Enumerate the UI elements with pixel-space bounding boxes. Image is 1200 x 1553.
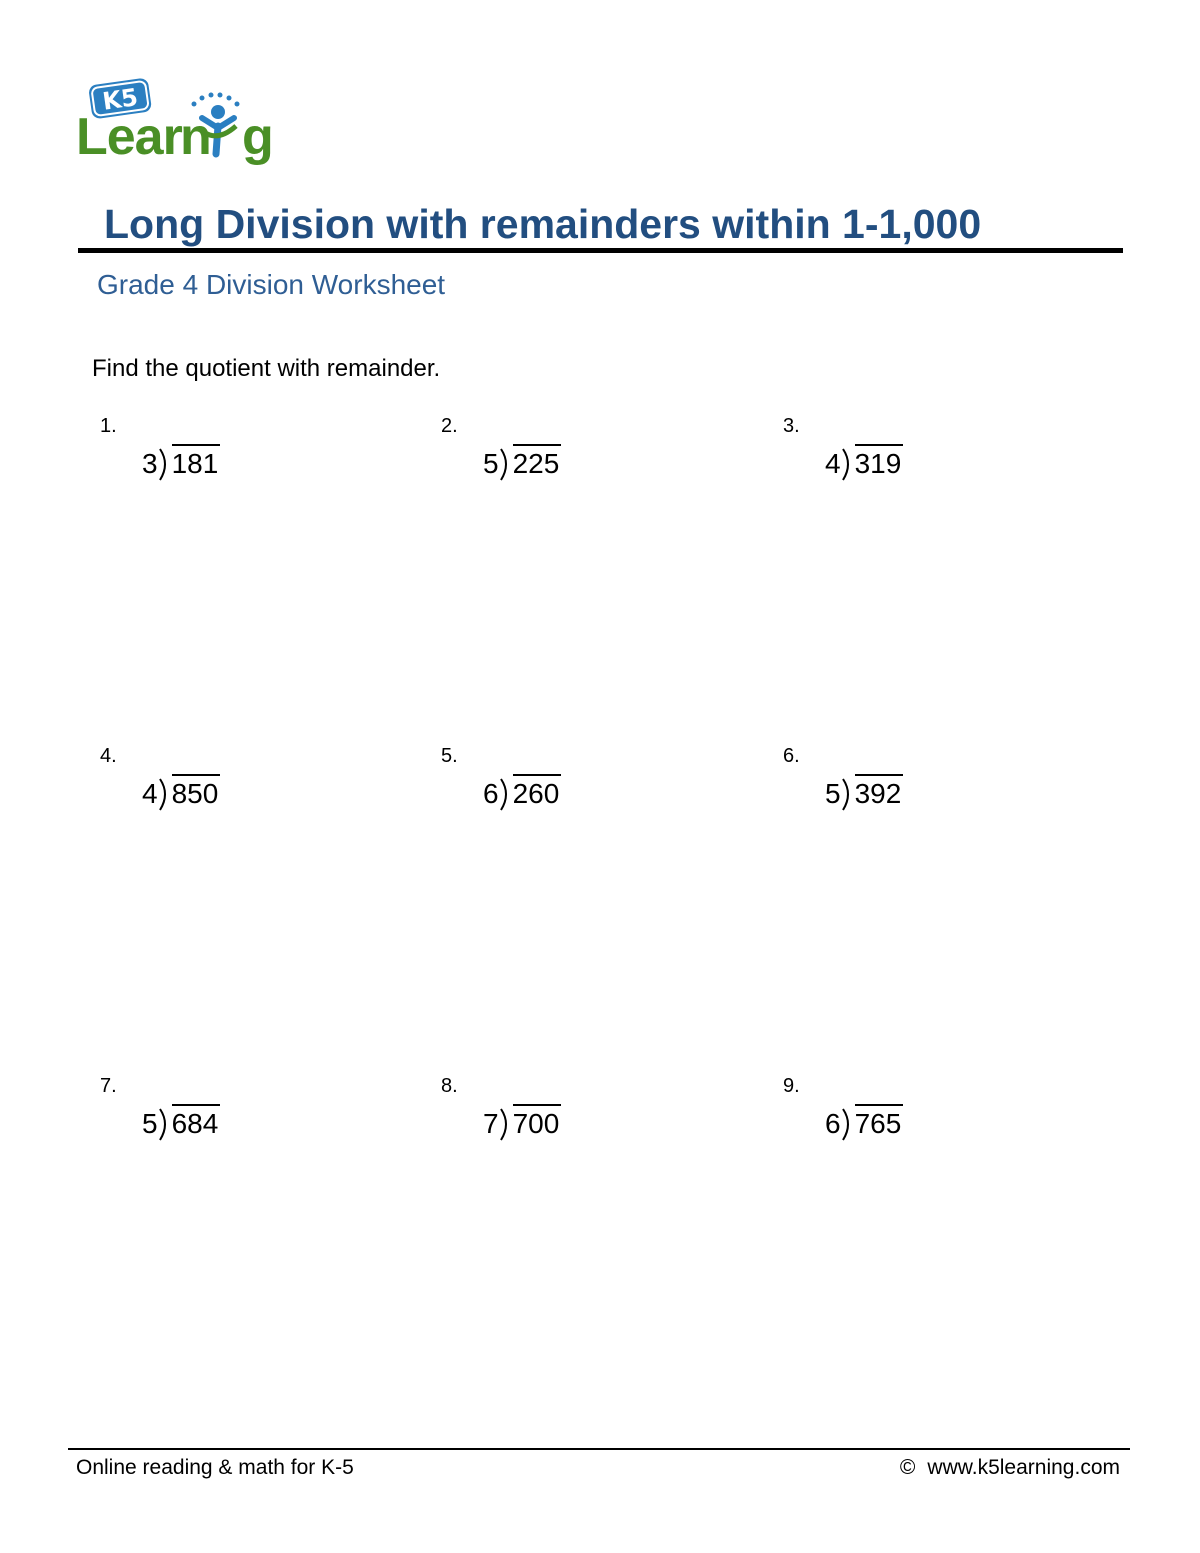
problem-number: 8. xyxy=(441,1075,458,1097)
footer-divider xyxy=(68,1448,1130,1450)
dividend: 765 xyxy=(855,1104,904,1142)
problem-1 xyxy=(100,414,400,514)
divisor: 6 xyxy=(825,1108,841,1139)
problem-4 xyxy=(100,744,400,844)
division-bracket-icon xyxy=(841,774,855,814)
division-bracket-icon xyxy=(158,774,172,814)
long-division xyxy=(483,444,561,484)
svg-text:n: n xyxy=(180,108,211,166)
footer-site xyxy=(900,1455,1120,1481)
k5-learning-logo xyxy=(76,76,292,172)
problem-number: 9. xyxy=(783,1075,800,1097)
dividend: 225 xyxy=(513,444,562,482)
dividend: 684 xyxy=(172,1104,221,1142)
problem-8 xyxy=(441,1074,741,1174)
worksheet-subtitle: Grade 4 Division Worksheet xyxy=(97,269,446,300)
footer-tagline: Online reading & math for K-5 xyxy=(76,1456,354,1479)
division-bracket-icon xyxy=(158,1104,172,1144)
footer-url[interactable]: www.k5learning.com xyxy=(927,1456,1120,1479)
svg-text:g: g xyxy=(242,108,273,166)
svg-text:Lear: Lear xyxy=(76,108,182,166)
problem-number: 7. xyxy=(100,1075,117,1097)
logo-graphic xyxy=(76,76,292,172)
long-division xyxy=(825,444,903,484)
divisor: 4 xyxy=(825,448,841,479)
divisor: 6 xyxy=(483,778,499,809)
problem-5 xyxy=(441,744,741,844)
problem-number: 6. xyxy=(783,745,800,767)
long-division xyxy=(483,1104,561,1144)
dividend: 850 xyxy=(172,774,221,812)
dividend: 700 xyxy=(513,1104,562,1142)
logo-stars xyxy=(192,93,240,107)
divisor: 7 xyxy=(483,1108,499,1139)
problem-2 xyxy=(441,414,741,514)
problem-3 xyxy=(783,414,1083,514)
division-bracket-icon xyxy=(499,1104,513,1144)
problem-number: 4. xyxy=(100,745,117,767)
long-division xyxy=(483,774,561,814)
dividend: 181 xyxy=(172,444,221,482)
dividend: 260 xyxy=(513,774,562,812)
dividend: 392 xyxy=(855,774,904,812)
divisor: 5 xyxy=(825,778,841,809)
svg-text:K5: K5 xyxy=(100,83,140,116)
problem-6 xyxy=(783,744,1083,844)
division-bracket-icon xyxy=(499,774,513,814)
long-division xyxy=(825,1104,903,1144)
problem-9 xyxy=(783,1074,1083,1174)
long-division xyxy=(142,444,220,484)
problem-number: 1. xyxy=(100,415,117,437)
instructions-text: Find the quotient with remainder. xyxy=(92,355,441,382)
title-divider xyxy=(78,248,1123,253)
long-division xyxy=(142,1104,220,1144)
division-bracket-icon xyxy=(841,444,855,484)
divisor: 4 xyxy=(142,778,158,809)
divisor: 5 xyxy=(483,448,499,479)
long-division xyxy=(825,774,903,814)
division-bracket-icon xyxy=(841,1104,855,1144)
division-bracket-icon xyxy=(158,444,172,484)
copyright-icon: © xyxy=(899,1456,916,1479)
dividend: 319 xyxy=(855,444,904,482)
divisor: 3 xyxy=(142,448,158,479)
problem-number: 2. xyxy=(441,415,458,437)
division-bracket-icon xyxy=(499,444,513,484)
problem-number: 5. xyxy=(441,745,458,767)
long-division xyxy=(142,774,220,814)
problem-number: 3. xyxy=(783,415,800,437)
problem-7 xyxy=(100,1074,400,1174)
worksheet-title: Long Division with remainders within 1-1,000 xyxy=(104,201,982,247)
divisor: 5 xyxy=(142,1108,158,1139)
